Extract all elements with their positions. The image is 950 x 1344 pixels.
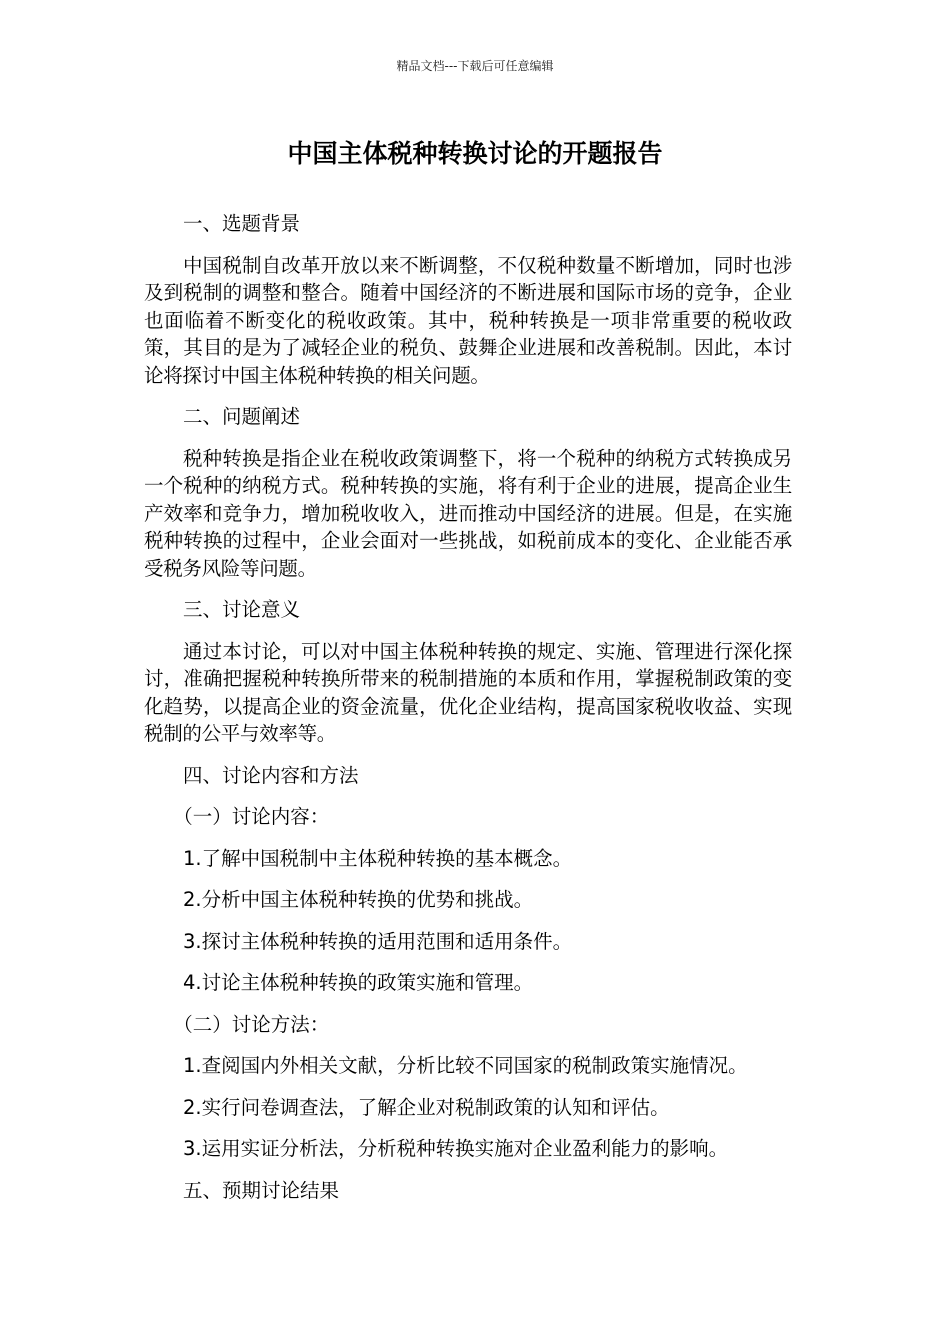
- list-item: 1.了解中国税制中主体税种转换的基本概念。: [183, 846, 573, 870]
- document-title: 中国主体税种转换讨论的开题报告: [287, 139, 663, 168]
- list-item: 3.探讨主体税种转换的适用范围和适用条件。: [183, 929, 573, 953]
- section-heading-expected-results: 五、预期讨论结果: [183, 1178, 340, 1202]
- subheading-content: （一）讨论内容：: [173, 805, 330, 828]
- document-body: [144, 210, 792, 1204]
- list-item: 4.讨论主体税种转换的政策实施和管理。: [183, 971, 534, 994]
- paragraph-problem: 税种转换是指企业在税收政策调整下，将一个税种的纳税方式转换成另一个税种的纳税方式。税种转换的实施，将有利于企业的进展，提高企业生产效率和竞争力，增加税收收入，进而推动中国经济的进展。但是，在实施税种转换的过程中，企业会面对一些挑战，如税前成本的变化、企业能否承受税务风险等问题。: [144, 446, 792, 580]
- list-item: 2.分析中国主体税种转换的优势和挑战。: [183, 888, 534, 911]
- section-heading-significance: 三、讨论意义: [183, 598, 301, 621]
- paragraph-background: 中国税制自改革开放以来不断调整，不仅税种数量不断增加，同时也涉及到税制的调整和整合。随着中国经济的不断进展和国际市场的竞争，企业也面临着不断变化的税收政策。其中，税种转换是一项非常重要的税收政策，其目的是为了减轻企业的税负、鼓舞企业进展和改善税制。因此，本讨论将探讨中国主体税种转换的相关问题。: [144, 253, 792, 387]
- header-note: 精品文档---下载后可任意编辑: [396, 59, 554, 73]
- subheading-methods: （二）讨论方法：: [173, 1012, 330, 1036]
- list-item: 2.实行问卷调查法，了解企业对税制政策的认知和评估。: [183, 1095, 670, 1119]
- paragraph-significance: 通过本讨论，可以对中国主体税种转换的规定、实施、管理进行深化探讨，准确把握税种转换所带来的税制措施的本质和作用，掌握税制政策的变化趋势，以提高企业的资金流量，优化企业结构，提高国家税收收益、实现税制的公平与效率等。: [144, 639, 792, 745]
- section-heading-content-methods: 四、讨论内容和方法: [183, 763, 359, 787]
- list-item: 3.运用实证分析法，分析税种转换实施对企业盈利能力的影响。: [183, 1137, 729, 1160]
- section-heading-background: 一、选题背景: [183, 212, 301, 235]
- section-heading-problem: 二、问题阐述: [183, 405, 301, 428]
- list-item: 1.查阅国内外相关文献，分析比较不同国家的税制政策实施情况。: [183, 1054, 748, 1077]
